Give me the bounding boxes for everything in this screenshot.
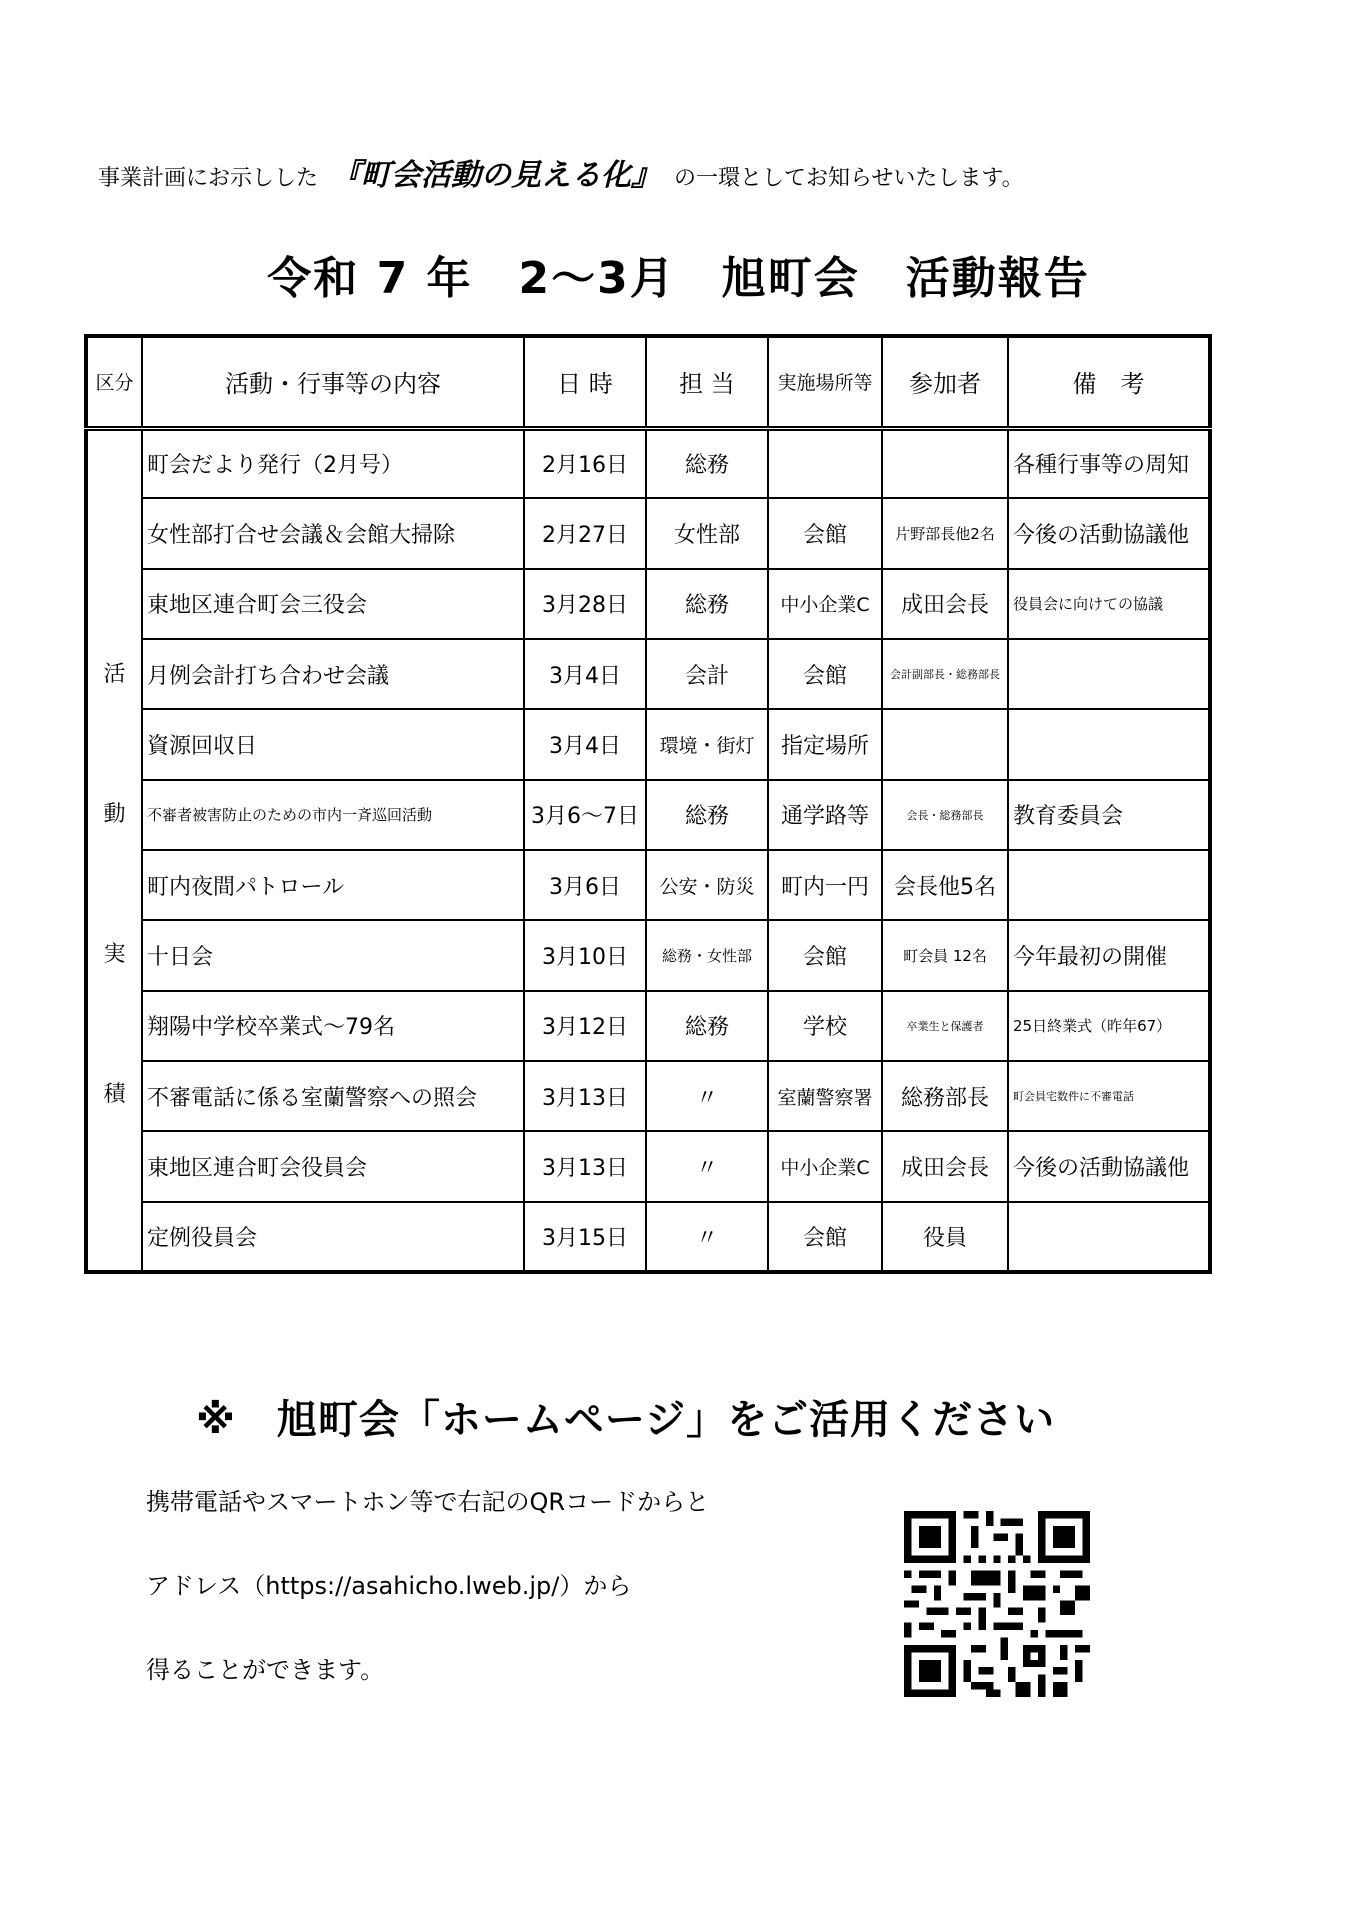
row-charge: 会計: [646, 639, 768, 709]
table-row: [86, 920, 1210, 990]
row-remarks: [1008, 1202, 1210, 1272]
category-char: 活: [103, 662, 126, 688]
row-content: 東地区連合町会三役会: [142, 569, 524, 639]
row-place: 通学路等: [768, 780, 882, 850]
row-remarks: 今年最初の開催: [1008, 920, 1210, 990]
row-date: 2月16日: [524, 428, 646, 498]
row-remarks: 25日終業式（昨年67）: [1008, 991, 1210, 1061]
row-charge: 総務: [646, 991, 768, 1061]
row-content: 町会だより発行（2月号）: [142, 428, 524, 498]
row-participants: 会長他5名: [882, 850, 1008, 920]
row-content: 翔陽中学校卒業式～79名: [142, 991, 524, 1061]
row-place: 会館: [768, 920, 882, 990]
row-place: [768, 428, 882, 498]
row-content: 定例役員会: [142, 1202, 524, 1272]
row-date: 3月10日: [524, 920, 646, 990]
intro-text: [98, 150, 1298, 194]
homepage-line-2: アドレス（https://asahicho.lweb.jp/）から: [146, 1572, 632, 1600]
intro-before: 事業計画にお示しした: [98, 166, 319, 191]
row-remarks: [1008, 850, 1210, 920]
table-row: [86, 1131, 1210, 1201]
row-place: 中小企業C: [768, 1131, 882, 1201]
row-participants: [882, 428, 1008, 498]
row-participants: 役員: [882, 1202, 1008, 1272]
row-charge: 公安・防災: [646, 850, 768, 920]
row-date: 2月27日: [524, 498, 646, 568]
table-row: [86, 1202, 1210, 1272]
intro-after: の一環としてお知らせいたします。: [674, 166, 1024, 191]
table-row: [86, 991, 1210, 1061]
row-charge: 〃: [646, 1131, 768, 1201]
row-date: 3月13日: [524, 1131, 646, 1201]
row-charge: 女性部: [646, 498, 768, 568]
table-row: [86, 1061, 1210, 1131]
activity-table: [84, 334, 1212, 1274]
row-participants: 総務部長: [882, 1061, 1008, 1131]
category-char: 実: [103, 942, 126, 968]
table-row: [86, 428, 1210, 498]
row-charge: 環境・街灯: [646, 709, 768, 779]
row-content: 不審者被害防止のための市内一斉巡回活動: [142, 780, 524, 850]
row-date: 3月13日: [524, 1061, 646, 1131]
row-place: 中小企業C: [768, 569, 882, 639]
homepage-line-3: 得ることができます。: [146, 1656, 385, 1684]
row-place: 指定場所: [768, 709, 882, 779]
row-participants: 成田会長: [882, 1131, 1008, 1201]
category-cell: [86, 428, 142, 1272]
row-participants: 会長・総務部長: [882, 780, 1008, 850]
header-participants: 参加者: [882, 336, 1008, 428]
row-place: 室蘭警察署: [768, 1061, 882, 1131]
header-place: 実施場所等: [768, 336, 882, 428]
category-char: 積: [103, 1082, 126, 1108]
qr-code[interactable]: [904, 1507, 1090, 1701]
row-content: 資源回収日: [142, 709, 524, 779]
row-date: 3月4日: [524, 639, 646, 709]
table-row: [86, 780, 1210, 850]
row-charge: 総務: [646, 428, 768, 498]
row-charge: 総務: [646, 780, 768, 850]
homepage-line-1: 携帯電話やスマートホン等で右記のQRコードからと: [146, 1488, 710, 1516]
header-remarks: 備 考: [1008, 336, 1210, 428]
row-date: 3月4日: [524, 709, 646, 779]
row-participants: 片野部長他2名: [882, 498, 1008, 568]
row-remarks: [1008, 709, 1210, 779]
intro-emphasis: 『町会活動の見える化』: [331, 158, 662, 193]
row-date: 3月6日: [524, 850, 646, 920]
row-place: 学校: [768, 991, 882, 1061]
table-row: [86, 850, 1210, 920]
header-date: 日 時: [524, 336, 646, 428]
row-date: 3月28日: [524, 569, 646, 639]
table-row: [86, 498, 1210, 568]
category-char: 動: [103, 802, 126, 828]
row-charge: 総務: [646, 569, 768, 639]
row-date: 3月12日: [524, 991, 646, 1061]
row-content: 町内夜間パトロール: [142, 850, 524, 920]
row-date: 3月15日: [524, 1202, 646, 1272]
row-participants: 卒業生と保護者: [882, 991, 1008, 1061]
row-charge: 総務・女性部: [646, 920, 768, 990]
row-participants: 町会員 12名: [882, 920, 1008, 990]
row-place: 町内一円: [768, 850, 882, 920]
table-header-row: [86, 336, 1210, 428]
row-participants: [882, 709, 1008, 779]
row-place: 会館: [768, 1202, 882, 1272]
row-charge: 〃: [646, 1061, 768, 1131]
row-content: 不審電話に係る室蘭警察への照会: [142, 1061, 524, 1131]
header-content: 活動・行事等の内容: [142, 336, 524, 428]
row-remarks: 各種行事等の周知: [1008, 428, 1210, 498]
row-date: 3月6～7日: [524, 780, 646, 850]
row-place: 会館: [768, 639, 882, 709]
row-content: 東地区連合町会役員会: [142, 1131, 524, 1201]
row-remarks: 教育委員会: [1008, 780, 1210, 850]
row-remarks: [1008, 639, 1210, 709]
row-remarks: 今後の活動協議他: [1008, 498, 1210, 568]
row-content: 月例会計打ち合わせ会議: [142, 639, 524, 709]
row-content: 女性部打合せ会議＆会館大掃除: [142, 498, 524, 568]
header-charge: 担 当: [646, 336, 768, 428]
table-row: [86, 569, 1210, 639]
header-category: 区分: [86, 336, 142, 428]
row-charge: 〃: [646, 1202, 768, 1272]
row-participants: 成田会長: [882, 569, 1008, 639]
row-remarks: 役員会に向けての協議: [1008, 569, 1210, 639]
homepage-heading: ※ 旭町会「ホームページ」をご活用ください: [196, 1397, 1056, 1443]
report-title: 令和 7 年 2～3月 旭町会 活動報告: [267, 253, 1090, 304]
table-row: [86, 639, 1210, 709]
row-remarks: 今後の活動協議他: [1008, 1131, 1210, 1201]
row-content: 十日会: [142, 920, 524, 990]
table-row: [86, 709, 1210, 779]
row-participants: 会計副部長・総務部長: [882, 639, 1008, 709]
row-remarks: 町会員宅数件に不審電話: [1008, 1061, 1210, 1131]
row-place: 会館: [768, 498, 882, 568]
